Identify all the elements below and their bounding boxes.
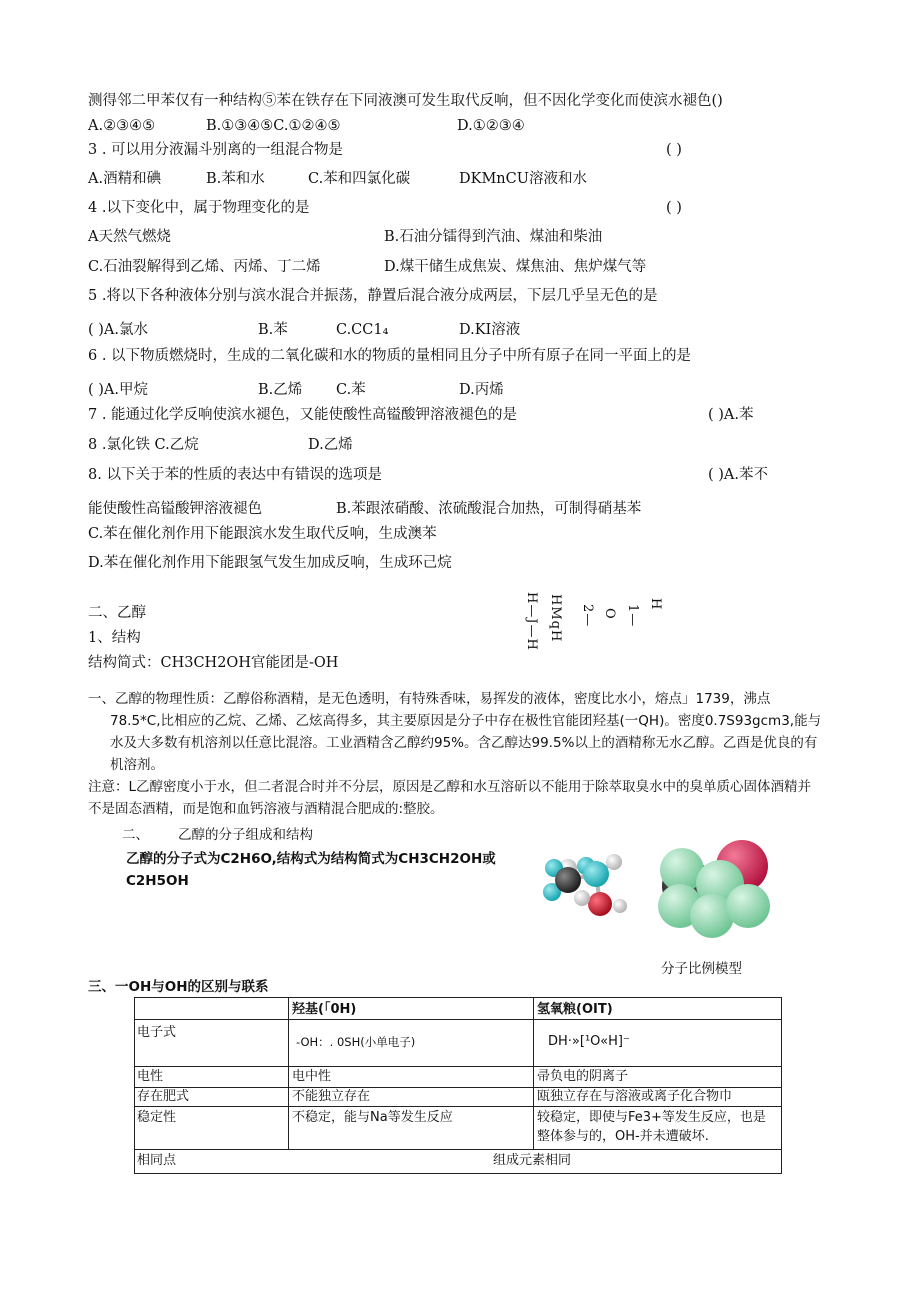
table-row-label-charge: 电性	[137, 1069, 164, 1084]
q4-stem: 4 .以下变化中，属于物理变化的是	[88, 200, 310, 216]
q6-option-c: C.苯	[336, 382, 366, 398]
table-row-divider	[134, 1019, 782, 1020]
physical-line-4: 机溶剂。	[110, 757, 164, 773]
q8-option-a-cont: 能使酸性高镒酸钾溶液褪色	[88, 501, 262, 517]
q4-option-b: B.石油分镭得到汽油、煤油和柴油	[384, 229, 603, 245]
space-filling-model-image	[652, 840, 778, 940]
struct-formula-col4: O	[602, 608, 617, 620]
q2-option-d: D.①②③④	[457, 118, 525, 134]
table-row-label-existence: 存在肥式	[137, 1089, 190, 1104]
table-frame	[134, 997, 782, 1174]
section3-title: 三、一OH与OH的区别与联系	[88, 979, 269, 995]
q6-option-d: D.丙烯	[459, 382, 504, 398]
struct-formula-col2: HMqH	[548, 594, 563, 643]
composition-line-2: C2H5OH	[126, 873, 189, 889]
table-row-divider	[134, 1106, 782, 1107]
table-row-divider	[134, 1149, 782, 1150]
struct-formula-col6: H	[648, 598, 663, 611]
table-cell-hydroxide-stability: 较稳定，即使与Fe3+等发生反应，也是	[537, 1110, 766, 1125]
q8-answer-paren: ( )A.苯不	[708, 467, 769, 483]
q7-answer-paren: ( )A.苯	[708, 407, 754, 423]
q3-option-a: A.酒精和碘	[88, 171, 162, 187]
composition-line-1: 乙醇的分子式为C2H6O,结构式为结构简式为CH3CH2OH或	[126, 851, 496, 867]
struct-formula-col3: 2—	[580, 604, 595, 628]
q6-option-a: ( )A.甲烷	[88, 382, 149, 398]
q3-option-b: B.苯和水	[206, 171, 265, 187]
ball-stick-model-image	[538, 842, 638, 930]
q3-stem: 3 . 可以用分液漏斗别离的一组混合物是	[88, 142, 344, 158]
q5-option-b: B.苯	[258, 322, 288, 338]
table-cell-hydroxide-electron-formula: DH·»[¹O«H]⁻	[548, 1034, 630, 1049]
q3-answer-paren: ( )	[666, 142, 682, 158]
q2-option-bc: B.①③④⑤C.①②④⑤	[206, 118, 341, 134]
hydrogen-atom	[574, 890, 590, 906]
physical-line-1: 一、乙醇的物理性质：乙醇俗称酒精，是无色透明，有特殊香味，易挥发的液体，密度比水小，熔点」1739，沸点	[88, 691, 771, 707]
physical-line-3: 水及大多数有机溶剂以任意比混溶。工业酒精含乙醇约95%。含乙醇达99.5%以上的酒精称无水乙醇。乙酉是优良的有	[110, 735, 818, 751]
table-row-label-common: 相同点	[137, 1153, 177, 1168]
q8-option-d: D.苯在催化剂作用下能跟氢气发生加成反响，生成环己烷	[88, 555, 452, 571]
hydrogen-atom	[613, 899, 627, 913]
table-row-label-electron-formula: 电子式	[137, 1025, 177, 1040]
section2-structure-heading: 1、结构	[88, 630, 141, 646]
q4-option-c: C.石油裂解得到乙烯、丙烯、丁二烯	[88, 259, 321, 275]
q7-options: 8 .氯化铁 C.乙烷	[88, 437, 199, 453]
model-caption: 分子比例模型	[661, 961, 742, 977]
q7-stem: 7 . 能通过化学反响使滨水褪色，又能使酸性高镒酸钾溶液褪色的是	[88, 407, 518, 423]
physical-line-2: 78.5*C,比相应的乙烷、乙烯、乙炫高得多，其主要原因是分子中存在极性官能团羟基(一QH)。密度0.7S93gcm3,能与	[110, 713, 822, 729]
q7-option-d: D.乙烯	[308, 437, 353, 453]
table-cell-hydroxide-charge: 帚负电的阴离子	[537, 1069, 629, 1084]
section2-formula-line: 结构简式：CH3CH2OH官能团是-OH	[88, 655, 339, 671]
q5-option-a: ( )A.氯水	[88, 322, 149, 338]
table-header-hydroxyl: 羟基(「0H)	[292, 1002, 357, 1017]
q8-stem: 8. 以下关于苯的性质的表达中有错误的选项是	[88, 467, 382, 483]
note-line-1: 注意：L乙醇密度小于水，但二者混合时并不分层，原因是乙醇和水互溶斫以不能用于除萃取臭水中的臭单质心固体酒精并	[88, 779, 812, 795]
hydrogen-atom	[726, 884, 770, 928]
table-cell-hydroxide-existence: 瓯独立存在与溶液或离子化合物巾	[537, 1089, 733, 1104]
struct-formula-col1: H—J—H	[524, 592, 539, 651]
q5-option-c: C.CC1₄	[336, 322, 389, 338]
table-cell-common-value: 组成元素相同	[493, 1153, 572, 1168]
carbon-atom	[583, 861, 609, 887]
note-line-2: 不是固态酒精，而是饱和血钙溶液与酒精混合肥成的:整胶。	[88, 801, 444, 817]
struct-formula-col5: 1—	[625, 604, 640, 628]
table-cell-hydroxyl-electron-formula: -OH：. 0SH(小单电子)	[296, 1035, 416, 1049]
q2-stem: 测得邻二甲苯仅有一种结构⑤苯在铁存在下同液澳可发生取代反响，但不因化学变化而使滨水褪色()	[88, 93, 723, 109]
composition-heading: 乙醇的分子组成和结构	[178, 827, 313, 843]
table-cell-hydroxyl-charge: 电中性	[292, 1069, 332, 1084]
table-row-divider	[134, 1066, 782, 1067]
composition-heading-num: 二、	[122, 827, 149, 843]
table-cell-hydroxyl-stability: 不稳定，能与Na等发生反应	[292, 1110, 453, 1125]
q3-option-d: DKMnCU溶液和水	[459, 171, 587, 187]
table-cell-hydroxyl-existence: 不能独立存在	[292, 1089, 371, 1104]
table-row-label-stability: 稳定性	[137, 1110, 177, 1125]
q4-option-d: D.煤干储生成焦炭、煤焦油、焦炉煤气等	[384, 259, 647, 275]
table-cell-hydroxide-stability-cont: 整体参与的，OH-并未遭破坏.	[537, 1129, 709, 1144]
q3-option-c: C.苯和四氯化碳	[308, 171, 411, 187]
carbon-atom	[555, 867, 581, 893]
q8-option-c: C.苯在催化剂作用下能跟滨水发生取代反响，生成澳苯	[88, 526, 437, 542]
q5-stem: 5 .将以下各种液体分别与滨水混合并振荡，静置后混合液分成两层，下层几乎呈无色的是	[88, 288, 658, 304]
q5-option-d: D.KI溶液	[459, 322, 521, 338]
q8-option-b: B.苯跟浓硝酸、浓硫酸混合加热，可制得硝基苯	[336, 501, 642, 517]
q6-stem: 6 . 以下物质燃烧时，生成的二氧化碳和水的物质的量相同且分子中所有原子在同一平面上的是	[88, 348, 692, 364]
q2-option-a: A.②③④⑤	[88, 118, 156, 134]
q4-option-a: A天然气燃烧	[88, 229, 171, 245]
q6-option-b: B.乙烯	[258, 382, 303, 398]
q4-answer-paren: ( )	[666, 200, 682, 216]
hydrogen-atom	[606, 854, 622, 870]
section2-title: 二、乙醇	[88, 605, 146, 621]
oxygen-atom	[588, 892, 612, 916]
table-header-hydroxide: 氢氧粮(OIT)	[537, 1002, 613, 1017]
